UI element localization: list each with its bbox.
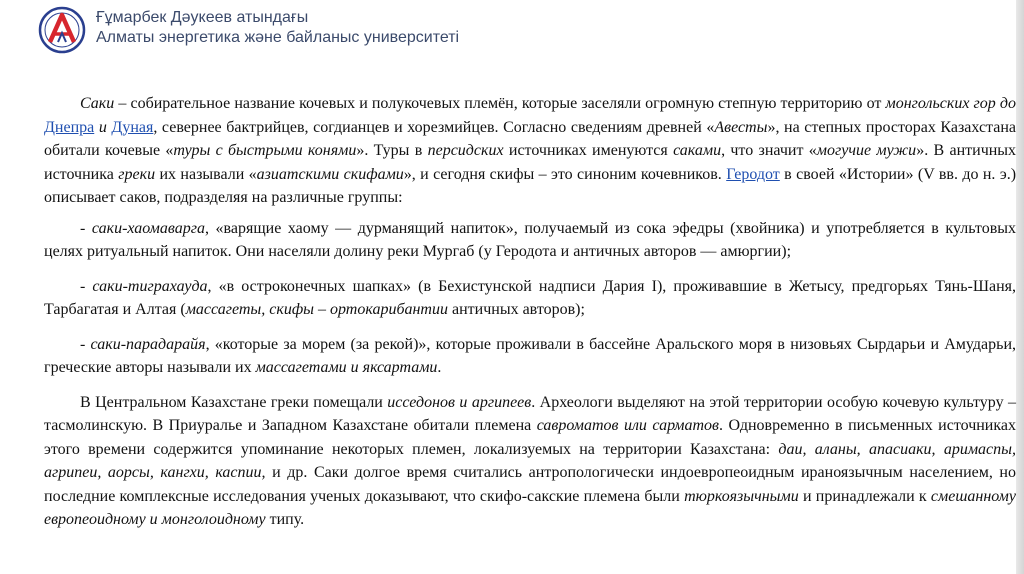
text-segment: », и сегодня скифы – это синоним кочевников. (403, 165, 727, 183)
term-issedons: исседонов и аргипеев (387, 393, 532, 411)
text-segment: типу. (265, 511, 305, 528)
term-persian: персидских (427, 142, 504, 159)
text-segment: в своей «Истории» (V вв. до н. э.) описывает саков, подразделяя на различные группы: (44, 165, 1017, 206)
right-edge-bar (1016, 0, 1024, 574)
paragraph-saki-intro (44, 92, 1016, 210)
paragraph-saki-tigrahauda (44, 275, 1016, 322)
text-segment: , «варящие хаому — дурманящий напиток», получаемый из сока эфедры (хвойника) и употребляется в культовых целях ритуальный напиток. Они населяли долину реки Мургаб (у Геродота и античных авторов — амюргии); (44, 219, 1016, 260)
paragraph-saki-paradaraya (44, 333, 1016, 380)
term-turkic-speaking: тюркоязычными (684, 487, 799, 505)
text-segment: , «которые за морем (за рекой)», которые проживали в бассейне Аральского моря в низовьях Сырдарьи и Амударьи, греческие авторы называли их (44, 335, 1017, 376)
term-avesta: Авесты (714, 118, 768, 136)
term-sauromatians: савроматов или сарматов (536, 417, 720, 434)
term-mixed-type: смешанному европеоидному и монголоидному (44, 487, 1016, 528)
link-herodotus[interactable]: Геродот (726, 165, 780, 183)
university-logo-icon (38, 6, 86, 54)
slide-header (0, 0, 1024, 56)
term-mighty-men: могучие мужи (816, 142, 917, 159)
term-tribes-list: даи, аланы, апасиаки, аримаспы, агрипеи, аорсы, кангхи, каспии, (44, 440, 1016, 481)
university-name-line1: Ғұмарбек Дәукеев атындағы (96, 9, 309, 26)
university-name (96, 8, 459, 48)
term-tigrahauda: саки-тиграхауда (92, 277, 208, 295)
text-segment: В Центральном Казахстане греки помещали (80, 393, 388, 411)
text-segment: », на степных просторах Казахстана обитали кочевые « (44, 118, 1017, 159)
text-segment: , севернее бактрийцев, согдианцев и хорезмийцев. Согласно сведениям древней « (153, 118, 715, 136)
text-segment: ». Туры в (356, 142, 428, 159)
paragraph-central-kazakhstan (44, 391, 1016, 532)
term-saki: Саки (80, 95, 115, 112)
text-segment: и (94, 118, 112, 136)
list-dash: - (80, 219, 92, 237)
term-greeks: греки (118, 165, 156, 183)
text-segment: – собирательное название кочевых и полукочевых племён, которые заселяли огромную степную территорию от (114, 95, 886, 112)
term-massagetae-yaksarts: массагетами и яксартами (255, 359, 438, 376)
link-dunay[interactable]: Дуная (111, 118, 154, 136)
slide-body (44, 92, 1016, 539)
text-mongolian-mountains: монгольских гор до (885, 95, 1017, 112)
text-segment: , «в остроконечных шапках» (в Бехистунской надписи Дария I), проживавшие в Жетысу, предгорьях Тянь-Шаня, Тарбагатая и Алтая ( (44, 277, 1017, 318)
text-segment: , что значит « (721, 142, 817, 159)
list-dash: - (80, 335, 91, 353)
text-segment: и принадлежали к (798, 487, 931, 505)
link-dnepr[interactable]: Днепра (44, 118, 95, 136)
text-segment: ». В античных источника (44, 142, 1017, 183)
term-asian-scythians: азиатскими скифами (256, 165, 404, 183)
list-dash: - (80, 277, 93, 295)
term-haomavarga: саки-хаомаварга (91, 219, 205, 237)
term-sakami: саками (673, 142, 722, 159)
term-massagetae: массагеты, скифы – ортокарибантии (185, 301, 448, 318)
university-name-line2: Алматы энергетика және байланыс университеті (96, 29, 460, 46)
text-segment: и др. Саки долгое время считались антропологически индоевропеоидным ираноязычным населением, но последние комплексные исследования ученых доказывают, что скифо-сакские племена были (44, 464, 1016, 505)
text-segment: источниках именуются (503, 142, 674, 159)
text-segment: . (437, 359, 442, 376)
text-segment: . Археологи выделяют на этой территории особую кочевую культуру – тасмолинскую. В Приуралье и Западном Казахстане обитали племена (44, 393, 1017, 434)
text-segment: их называли « (155, 165, 257, 183)
term-tury: туры с быстрыми конями (173, 142, 357, 159)
text-segment: . Одновременно в письменных источниках этого времени содержится упоминание некоторых племен, локализуемых на территории Казахстана: (44, 417, 1017, 458)
term-paradaraya: саки-парадарайя (90, 335, 206, 353)
paragraph-saki-haomavarga (44, 217, 1016, 264)
text-segment: античных авторов); (447, 301, 585, 318)
